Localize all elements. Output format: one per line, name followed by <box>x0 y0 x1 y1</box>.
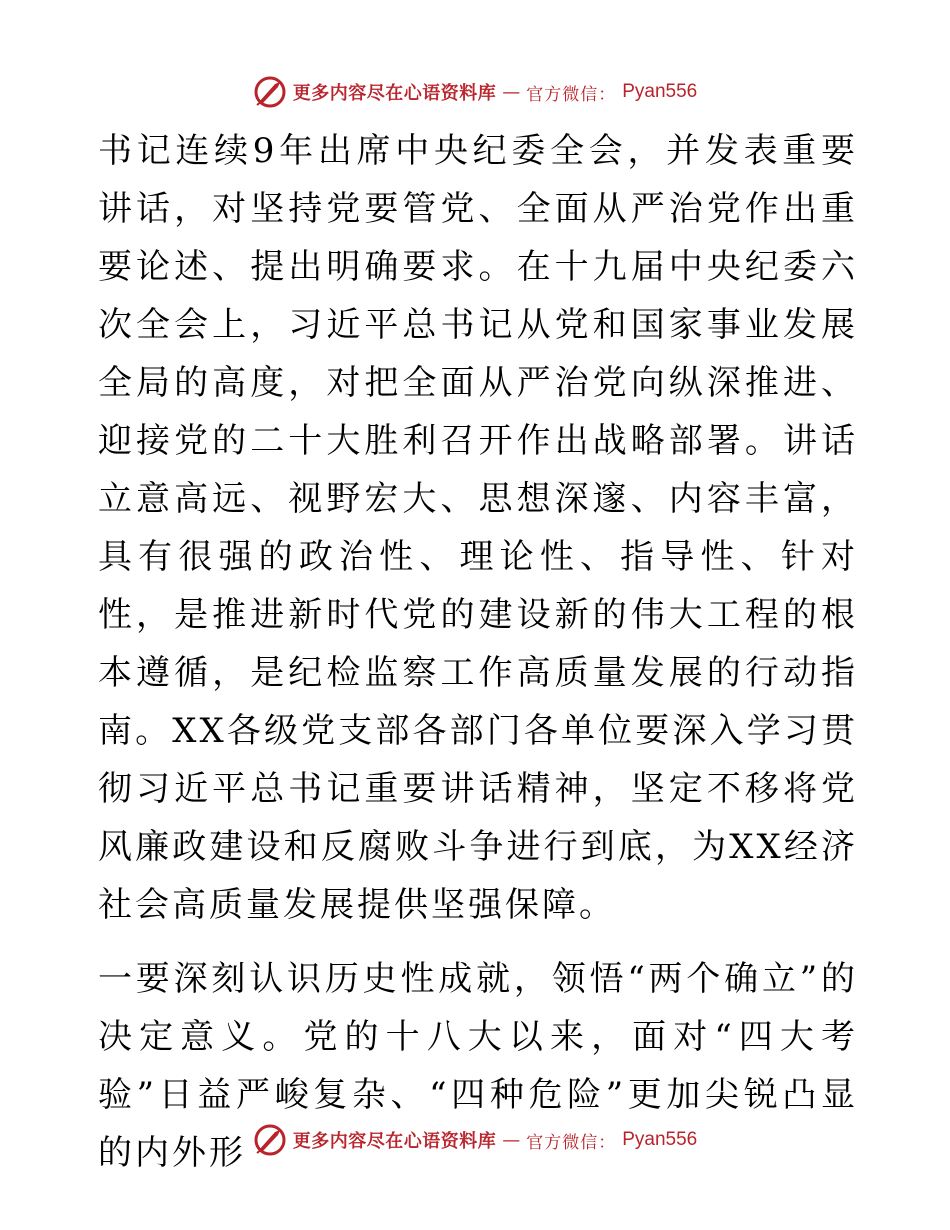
body-paragraph: 一要深刻认识历史性成就，领悟“两个确立”的决定意义。党的十八大以来，面对“四大考验”日益严峻复杂、“四种危险”更加尖锐凸显的内外形 <box>98 959 858 1173</box>
body-paragraph: 书记连续9年出席中央纪委全会，并发表重要讲话，对坚持党要管党、全面从严治党作出重要论述、提出明确要求。在十九届中央纪委六次全会上，习近平总书记从党和国家事业发展全局的高度，对把全面从严治党向纵深推进、迎接党的二十大胜利召开作出战略部署。讲话立意高远、视野宏大、思想深邃、内容丰富，具有很强的政治性、理论性、指导性、针对性，是推进新时代党的建设新的伟大工程的根本遵循，是纪检监察工作高质量发展的行动指南。XX各级党支部各部门各单位要深入学习贯彻习近平总书记重要讲话精神，坚定不移将党风廉政建设和反腐败斗争进行到底，为XX经济社会高质量发展提供坚强保障。 <box>98 131 858 925</box>
document-body <box>98 122 858 1182</box>
footer-watermark <box>0 1120 950 1160</box>
watermark-wechat-label: 官方微信： <box>526 1132 617 1153</box>
watermark-wechat-id: Pyan556 <box>622 1129 698 1150</box>
watermark-wechat-id: Pyan556 <box>622 81 698 102</box>
header-watermark <box>0 72 950 112</box>
watermark-dash: — <box>502 1129 521 1151</box>
watermark-site-text: 更多内容尽在心语资料库 <box>292 83 497 104</box>
watermark-site-text: 更多内容尽在心语资料库 <box>292 1131 497 1152</box>
watermark-wechat-label: 官方微信： <box>526 84 617 105</box>
quill-pen-logo-icon <box>253 1123 287 1157</box>
quill-pen-logo-icon <box>253 75 287 109</box>
watermark-dash: — <box>502 81 521 103</box>
